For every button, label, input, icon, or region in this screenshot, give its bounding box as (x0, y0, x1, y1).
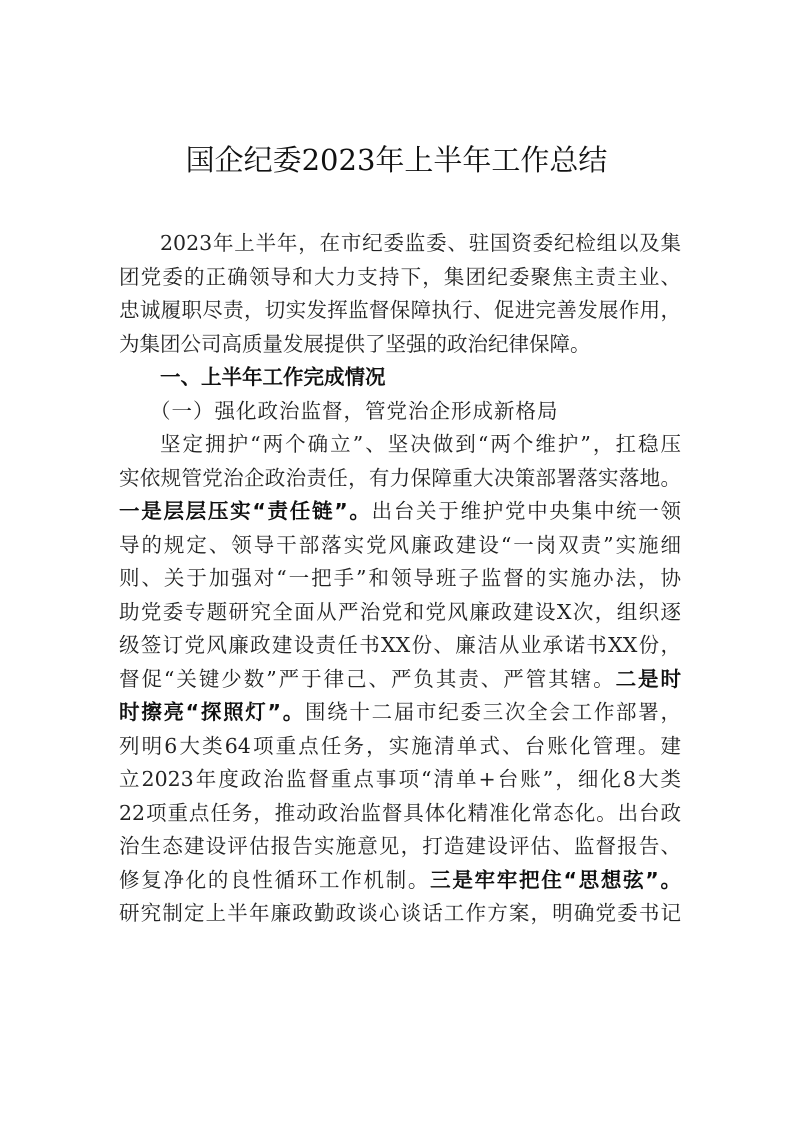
paragraph-line: 团党委的正确领导和大力支持下，集团纪委聚焦主责主业、 (119, 265, 681, 289)
paragraph-line: 忠诚履职尽责，切实发挥监督保障执行、促进完善发展作用， (119, 298, 681, 322)
paragraph-line: 研究制定上半年廉政勤政谈心谈话工作方案，明确党委书记 (119, 901, 681, 925)
bold-lead: 一是层层压实“责任链”。 (119, 499, 372, 523)
line-text: 围绕十二届市纪委三次全会工作部署， (304, 700, 682, 724)
line-text: 修复净化的良性循环工作机制。 (119, 868, 431, 892)
bold-lead: 二是时 (615, 667, 682, 691)
paragraph-line: 助党委专题研究全面从严治党和党风廉政建设X次，组织逐 (119, 600, 681, 624)
paragraph-line (119, 664, 681, 694)
paragraph-line: 列明6大类64项重点任务，实施清单式、台账化管理。建 (119, 734, 681, 758)
subsection-heading: （一）强化政治监督，管党治企形成新格局 (150, 399, 559, 423)
paragraph-line: 坚定拥护“两个确立”、坚决做到“两个维护”，扛稳压 (160, 432, 681, 456)
paragraph-line (119, 496, 681, 526)
paragraph-line: 治生态建设评估报告实施意见，打造建设评估、监督报告、 (119, 834, 681, 858)
line-text: 出台关于维护党中央集中统一领 (371, 499, 681, 523)
document-title: 国企纪委2023年上半年工作总结 (185, 143, 608, 177)
paragraph-line: 2023年上半年，在市纪委监委、驻国资委纪检组以及集 (160, 231, 681, 255)
bold-lead: 三是牢牢把住“思想弦”。 (430, 868, 681, 892)
line-text: 督促“关键少数”严于律己、严负其责、严管其辖。 (119, 667, 616, 691)
bold-lead: 时擦亮“探照灯”。 (119, 700, 305, 724)
paragraph-line: 22项重点任务，推动政治监督具体化精准化常态化。出台政 (119, 801, 681, 825)
paragraph-line (119, 865, 681, 895)
paragraph-line: 为集团公司高质量发展提供了坚强的政治纪律保障。 (119, 332, 591, 356)
paragraph-line: 实依规管党治企政治责任，有力保障重大决策部署落实落地。 (119, 466, 681, 490)
paragraph-line (119, 697, 681, 727)
paragraph-line: 导的规定、领导干部落实党风廉政建设“一岗双责”实施细 (119, 533, 681, 557)
paragraph-line: 级签订党风廉政建设责任书XX份、廉洁从业承诺书XX份， (119, 633, 681, 657)
paragraph-line: 立2023年度政治监督重点事项“清单+台账”，细化8大类 (119, 767, 681, 791)
section-heading: 一、上半年工作完成情况 (160, 365, 386, 389)
paragraph-line: 则、关于加强对“一把手”和领导班子监督的实施办法，协 (119, 566, 681, 590)
